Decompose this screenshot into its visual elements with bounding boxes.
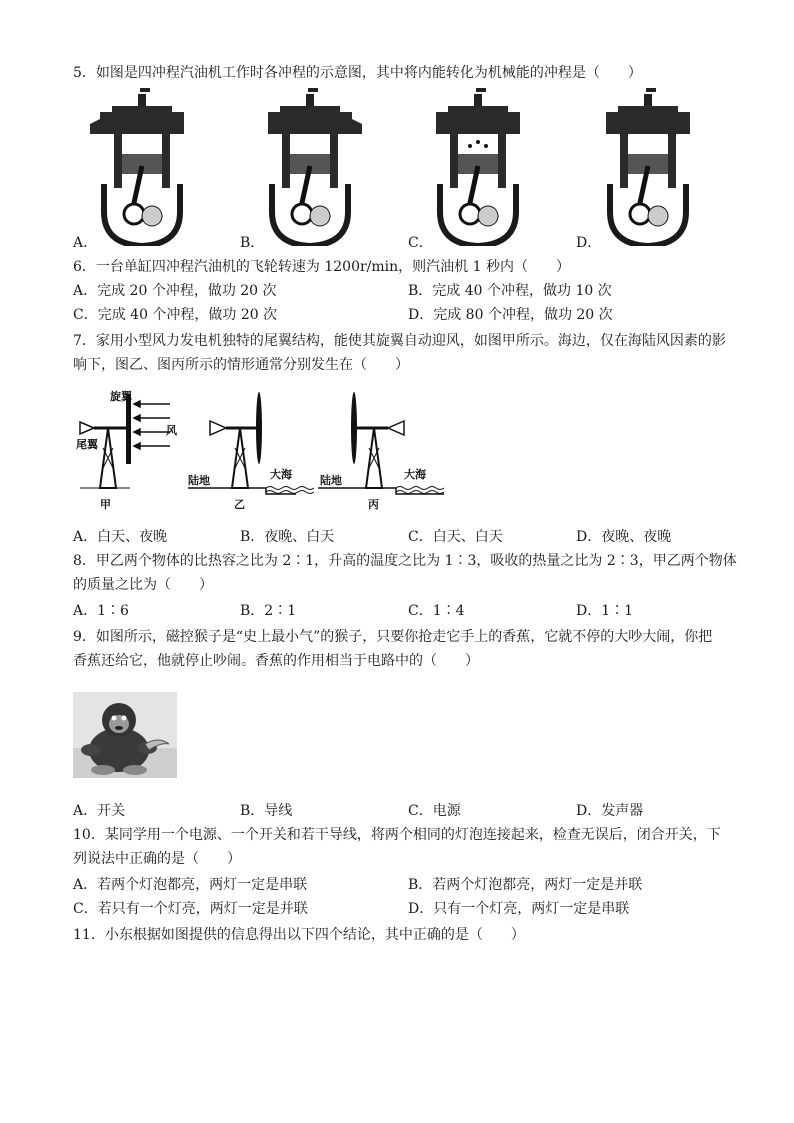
q10-stem-line1: 10．某同学用一个电源、一个开关和若干导线，将两个相同的灯泡连接起来，检查无误后，闭合开关，下 — [73, 827, 721, 843]
q8-option-b: B．2∶1 — [240, 603, 297, 619]
q7-option-a: A．白天、夜晚 — [73, 529, 168, 545]
q5-option-c: C． — [408, 235, 433, 251]
turbine-jia-figure — [76, 389, 178, 511]
q10-option-a: A．若两个灯泡都亮，两灯一定是串联 — [73, 877, 308, 893]
q9-option-a: A．开关 — [73, 803, 126, 819]
sea-label-bing: 大海 — [404, 468, 426, 481]
q11-stem: 11．小东根据如图提供的信息得出以下四个结论，其中正确的是（ ） — [73, 927, 525, 943]
q5-option-b: B． — [240, 235, 265, 251]
rotor-label: 旋翼 — [110, 390, 132, 403]
q7-stem-line1: 7．家用小型风力发电机独特的尾翼结构，能使其旋翼自动迎风，如图甲所示。海边，仅在海陆风因素的影 — [73, 333, 726, 349]
q7-stem-line2: 响下，图乙、图丙所示的情形通常分别发生在（ ） — [73, 357, 409, 373]
sea-label-yi: 大海 — [270, 468, 292, 481]
q9-stem-line2: 香蕉还给它，他就停止吵闹。香蕉的作用相当于电路中的（ ） — [73, 653, 479, 669]
engine-a-figure — [90, 88, 184, 246]
q8-option-c: C．1∶4 — [408, 603, 465, 619]
q10-option-d: D．只有一个灯亮，两灯一定是串联 — [408, 901, 630, 917]
q6-option-a: A．完成 20 个冲程，做功 20 次 — [73, 283, 277, 299]
q10-stem-line2: 列说法中正确的是（ ） — [73, 851, 241, 867]
q8-stem-line2: 的质量之比为（ ） — [73, 577, 213, 593]
engine-c-figure — [436, 88, 520, 246]
engine-d-figure — [606, 88, 690, 246]
monkey-photo — [73, 692, 177, 778]
q5-option-d: D． — [576, 235, 602, 251]
q6-option-d: D．完成 80 个冲程，做功 20 次 — [408, 307, 613, 323]
q10-option-c: C．若只有一个灯亮，两灯一定是并联 — [73, 901, 308, 917]
q6-option-c: C．完成 40 个冲程，做功 20 次 — [73, 307, 278, 323]
q7-option-c: C．白天、白天 — [408, 529, 503, 545]
q9-option-b: B．导线 — [240, 803, 293, 819]
q5-stem: 5．如图是四冲程汽油机工作时各冲程的示意图，其中将内能转化为机械能的冲程是（ ） — [73, 65, 642, 81]
q5-option-a: A． — [73, 235, 98, 251]
q9-stem-line1: 9．如图所示，磁控猴子是“史上最小气”的猴子，只要你抢走它手上的香蕉，它就不停的大吵大闹，你把 — [73, 629, 713, 645]
engine-strokes-figure — [70, 86, 730, 246]
q6-option-b: B．完成 40 个冲程，做功 10 次 — [408, 283, 612, 299]
caption-jia: 甲 — [100, 498, 111, 511]
q7-option-b: B．夜晚、白天 — [240, 529, 335, 545]
q9-option-c: C．电源 — [408, 803, 461, 819]
turbine-bing-figure — [318, 392, 444, 511]
caption-yi: 乙 — [234, 498, 245, 511]
q6-stem: 6．一台单缸四冲程汽油机的飞轮转速为 1200r/min，则汽油机 1 秒内（ ） — [73, 259, 570, 275]
wind-label: 风 — [166, 424, 177, 437]
q8-stem-line1: 8．甲乙两个物体的比热容之比为 2∶1，升高的温度之比为 1∶3，吸收的热量之比为 2∶3，甲乙两个物体 — [73, 553, 737, 569]
caption-bing: 丙 — [368, 498, 379, 511]
q10-option-b: B．若两个灯泡都亮，两灯一定是并联 — [408, 877, 643, 893]
q9-option-d: D．发声器 — [576, 803, 644, 819]
q8-option-a: A．1∶6 — [73, 603, 129, 619]
q7-option-d: D．夜晚、夜晚 — [576, 529, 672, 545]
land-label-yi: 陆地 — [188, 474, 210, 487]
turbine-yi-figure — [188, 392, 314, 511]
tail-label: 尾翼 — [76, 438, 98, 451]
q8-option-d: D．1∶1 — [576, 603, 634, 619]
land-label-bing: 陆地 — [320, 474, 342, 487]
wind-turbine-figure — [70, 388, 460, 516]
engine-b-figure — [268, 88, 362, 246]
